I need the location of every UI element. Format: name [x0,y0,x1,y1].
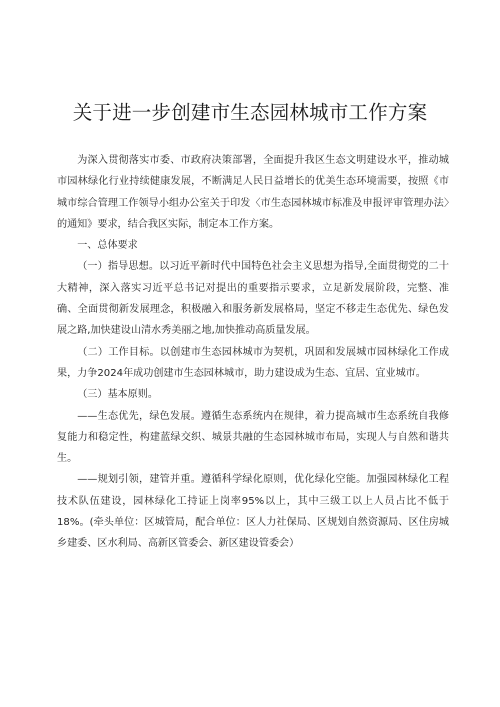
guiding-ideology-paragraph: （一）指导思想。以习近平新时代中国特色社会主义思想为指导,全面贯彻党的二十大精神，深入落实习近平总书记对提出的重要指示要求，立足新发展阶段，完整、准确、全面贯彻新发展理念，积极融入和服务新发展格局，坚定不移走生态优先、绿色发展之路,加快建设山清水秀美丽之地,加快推动高质量发展。 [57,261,449,337]
document-body [57,150,449,555]
basic-principles-heading: （三）基本原则。 [77,389,158,401]
principle-planning-led-paragraph: ——规划引领，建管并重。遵循科学绿化原则，优化绿化空能。加强园林绿化工程技术队伍建设，园林绿化工持证上岗率95%以上，其中三级工以上人员占比不低于18%。(牵头单位：区城管局，配合单位：区人力社保局、区规划自然资源局、区住房城乡建委、区水利局、高新区管委会、新区建设管委会） [57,474,449,550]
section-heading-general-requirements: 一、总体要求 [77,240,138,252]
work-goal-paragraph: （二）工作目标。以创建市生态园林城市为契机，巩固和发展城市园林绿化工作成果，力争2024年成功创建市生态园林城市，助力建设成为生态、宜居、宜业城市。 [57,346,449,379]
document-title: 关于进一步创建市生态园林城市工作方案 [72,101,428,124]
intro-paragraph: 为深入贯彻落实市委、市政府决策部署，全面提升我区生态文明建设水平，推动城市园林绿化行业持续健康发展，不断满足人民日益增长的优美生态环境需要，按照《市城市综合管理工作领导小组办公室关于印发〈市生态园林城市标准及申报评审管理办法〉的通知》要求，结合我区实际，制定本工作方案。 [57,155,449,230]
principle-ecology-first-paragraph: ——生态优先，绿色发展。遵循生态系统内在规律，着力提高城市生态系统自我修复能力和稳定性，构建蓝绿交织、城景共融的生态园林城市布局，实现人与自然和谐共生。 [57,410,449,465]
